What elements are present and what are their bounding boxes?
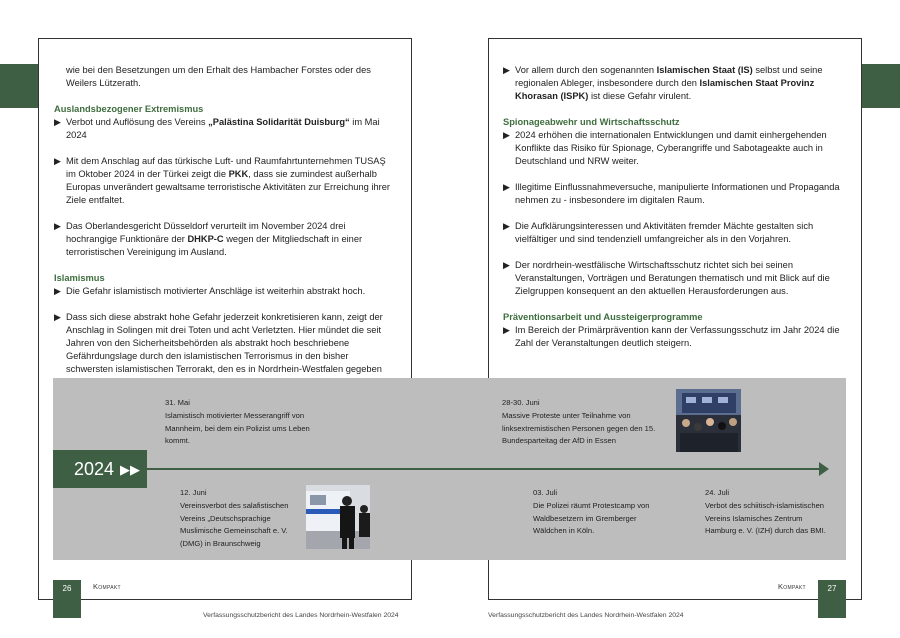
timeline-event-12-juni bbox=[180, 487, 306, 551]
event-text: Islamistisch motivierter Messerangriff von Mannheim, bei dem ein Polizist ums Leben kommt. bbox=[165, 410, 310, 446]
triangle-bullet-icon: ▶ bbox=[54, 221, 61, 231]
bullet-item bbox=[503, 181, 846, 207]
bullet-item bbox=[503, 220, 846, 246]
timeline-line bbox=[147, 468, 822, 470]
bullet-bold-text: „Palästina Solidarität Duisburg“ bbox=[208, 117, 350, 127]
bullet-text: Die Gefahr islamistisch motivierter Anschläge ist weiterhin abstrakt hoch. bbox=[66, 286, 366, 296]
kompakt-label-right: Kompakt bbox=[778, 582, 806, 591]
protest-photo bbox=[676, 389, 741, 452]
triangle-bullet-icon: ▶ bbox=[54, 286, 61, 296]
bullet-text: 2024 erhöhen die internationalen Entwicklungen und damit einhergehenden Konflikte das Risiko für Spionage, Cyberangriffe und Sabotageakte auch in Deutschland und NRW weiter. bbox=[515, 130, 827, 166]
triangle-bullet-icon: ▶ bbox=[54, 156, 61, 166]
bullet-text: Das Oberlandesgericht Düsseldorf verurteilt im November 2024 drei hochrangige Funktionäre der bbox=[66, 221, 346, 244]
event-text: Verbot des schiitisch-islamistischen Vereins Islamisches Zentrum Hamburg e. V. (IZH) durch das BMI. bbox=[705, 500, 826, 536]
triangle-bullet-icon: ▶ bbox=[503, 221, 510, 231]
bullet-text: im Mai 2024 bbox=[66, 117, 380, 140]
triangle-bullet-icon: ▶ bbox=[503, 325, 510, 335]
event-date: 12. Juni bbox=[180, 488, 207, 497]
timeline-event-03-juli bbox=[533, 487, 665, 538]
left-column bbox=[54, 64, 394, 402]
bullet-text: , dass sie zumindest außerhalb Europas unverändert gewaltsame terroristische Aktivitäten zur Erreichung ihrer Ziele entfaltet. bbox=[66, 169, 390, 205]
intro-paragraph: wie bei den Besetzungen um den Erhalt des Hambacher Forstes oder des Weilers Lützerath. bbox=[66, 65, 371, 88]
bullet-item bbox=[54, 285, 394, 298]
bullet-text: ist diese Gefahr virulent. bbox=[588, 91, 692, 101]
fast-forward-icon: ▶▶ bbox=[120, 462, 141, 477]
timeline-year: 2024 bbox=[74, 459, 115, 479]
footer-report-title-left: Verfassungsschutzbericht des Landes Nordrhein-Westfalen 2024 bbox=[203, 612, 399, 619]
triangle-bullet-icon: ▶ bbox=[54, 117, 61, 127]
timeline-band bbox=[53, 378, 846, 560]
section-heading-auslandsbezogen: Auslandsbezogener Extremismus bbox=[54, 104, 204, 114]
bullet-item bbox=[503, 129, 846, 168]
bullet-item bbox=[503, 259, 846, 298]
timeline-event-28-30-juni bbox=[502, 397, 674, 448]
event-date: 31. Mai bbox=[165, 398, 190, 407]
bullet-text: wegen der Mitgliedschaft in einer terroristischen Vereinigung im Ausland. bbox=[66, 234, 363, 257]
right-column bbox=[503, 64, 846, 363]
event-text: Massive Proteste unter Teilnahme von linksextremistischen Personen gegen den 15. Bundesparteitag der AfD in Essen bbox=[502, 410, 656, 446]
footer-report-title-right: Verfassungsschutzbericht des Landes Nordrhein-Westfalen 2024 bbox=[488, 612, 684, 619]
event-text: Vereinsverbot des salafistischen Vereins „Deutschsprachige Muslimische Gemeinschaft e. V. (DMG) in Braunschweig bbox=[180, 500, 289, 549]
bullet-text: Mit dem Anschlag auf das türkische Luft- und Raumfahrtunternehmen TUSAŞ im Oktober 2024 in der Türkei zeigt die bbox=[66, 156, 386, 179]
bullet-text: selbst und seine regionalen Ableger, insbesondere durch den bbox=[515, 65, 823, 88]
triangle-bullet-icon: ▶ bbox=[503, 65, 510, 75]
triangle-bullet-icon: ▶ bbox=[54, 312, 61, 322]
bullet-text: Dass sich diese abstrakt hohe Gefahr jederzeit konkretisieren kann, zeigt der Anschlag in Solingen mit drei Toten und acht Verletzten. Hier mündet die seit Jahren von den Sicherheitsbehörden als abstrakt hoch beschriebene Gefährdungslage durch den islamistischen Terrorismus in den bisher schwersten islamistischen Terrorakt, den es in Nordrhein-Westfalen gegeben bbox=[66, 312, 383, 374]
timeline-event-24-juli bbox=[705, 487, 835, 538]
bullet-item bbox=[54, 155, 394, 207]
side-tab-left bbox=[0, 64, 40, 108]
bullet-item bbox=[503, 324, 846, 350]
timeline-year-box bbox=[53, 450, 147, 488]
event-text: Die Polizei räumt Protestcamp von Waldbesetzern im Gremberger Wäldchen in Köln. bbox=[533, 500, 650, 536]
triangle-bullet-icon: ▶ bbox=[503, 130, 510, 140]
bullet-bold-text: PKK bbox=[228, 169, 249, 179]
bullet-item bbox=[54, 116, 394, 142]
bullet-text: Vor allem durch den sogenannten bbox=[515, 65, 657, 75]
kompakt-label-left: Kompakt bbox=[93, 582, 121, 591]
bullet-text: Im Bereich der Primärprävention kann der Verfassungsschutz im Jahr 2024 die Zahl der Veranstaltungen deutlich steigern. bbox=[515, 325, 840, 348]
timeline-arrow-icon bbox=[819, 462, 829, 476]
side-tab-right bbox=[860, 64, 900, 108]
bullet-bold-text: DHKP-C bbox=[187, 234, 224, 244]
timeline-event-31-mai bbox=[165, 397, 315, 448]
section-heading-islamismus: Islamismus bbox=[54, 273, 105, 283]
bullet-bold-text: Islamischen Staat (IS) bbox=[656, 65, 753, 75]
section-heading-spionageabwehr: Spionageabwehr und Wirtschaftsschutz bbox=[503, 117, 680, 127]
event-date: 24. Juli bbox=[705, 488, 730, 497]
event-date: 03. Juli bbox=[533, 488, 558, 497]
event-date: 28-30. Juni bbox=[502, 398, 540, 407]
bullet-text: Die Aufklärungsinteressen und Aktivitäten fremder Mächte gestalten sich vielfältiger und sind tendenziell umfangreicher als in den Vorjahren. bbox=[515, 221, 814, 244]
bullet-text: Der nordrhein-westfälische Wirtschaftsschutz richtet sich bei seinen Veranstaltungen, Vorträgen und Beratungen thematisch und mit Blick auf die Zielgruppen konsequent an den aktuellen Herausforderungen aus. bbox=[515, 260, 830, 296]
page-number-left: 26 bbox=[53, 580, 81, 618]
bullet-item bbox=[503, 64, 846, 103]
bullet-bold-text: Islamischen Staat Provinz Khorasan (ISPK) bbox=[515, 78, 815, 101]
bullet-text: Verbot und Auflösung des Vereins bbox=[66, 117, 209, 127]
bullet-item bbox=[54, 220, 394, 259]
triangle-bullet-icon: ▶ bbox=[503, 260, 510, 270]
police-photo bbox=[306, 485, 370, 549]
bullet-text: Illegitime Einflussnahmeversuche, manipulierte Informationen und Propaganda nehmen zu - insbesondere im digitalen Raum. bbox=[515, 182, 840, 205]
page-number-right: 27 bbox=[818, 580, 846, 618]
triangle-bullet-icon: ▶ bbox=[503, 182, 510, 192]
section-heading-praevention: Präventionsarbeit und Aussteigerprogramme bbox=[503, 312, 703, 322]
